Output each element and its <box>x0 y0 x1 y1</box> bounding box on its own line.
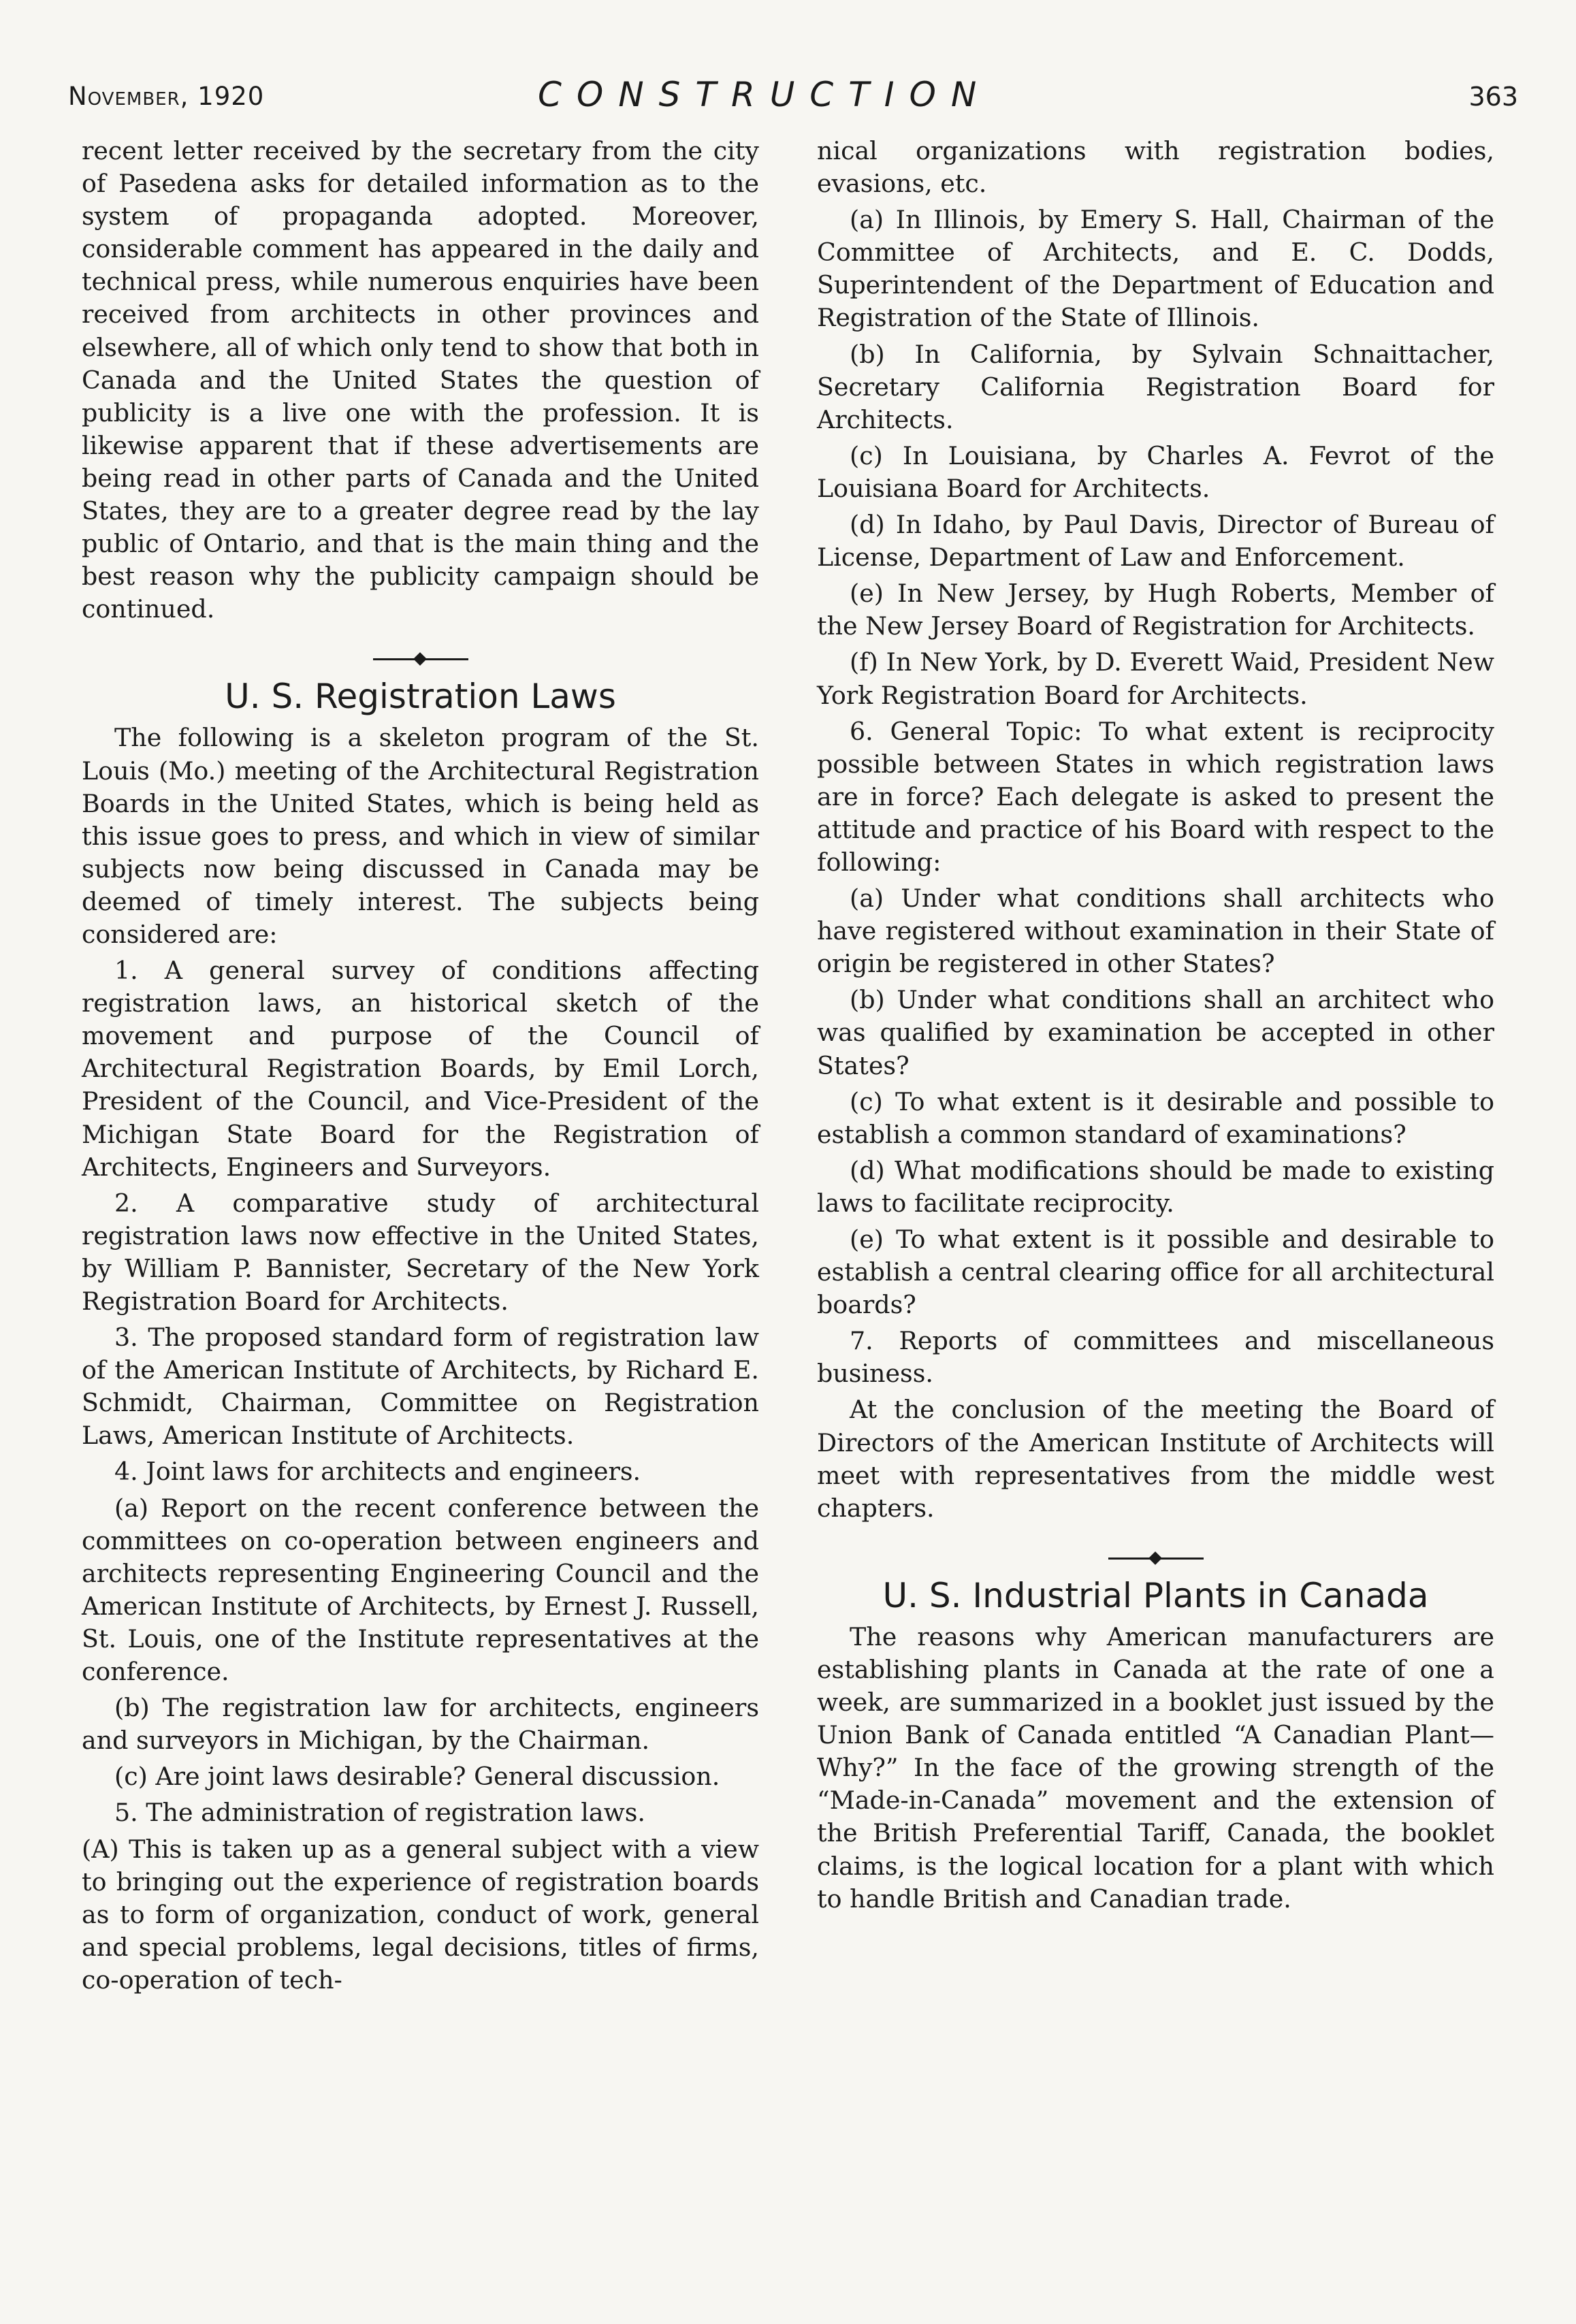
right-column <box>817 135 1494 1919</box>
paragraph: (c) In Louisiana, by Charles A. Fevrot of the Louisiana Board for Architects. <box>817 440 1494 503</box>
paragraph: 3. The proposed standard form of registration law of the American Institute of Architects, by Richard E. Schmidt, Chairman, Committee on Registration Laws, American Institute of Architects. <box>82 1323 759 1451</box>
paragraph: (a) In Illinois, by Emery S. Hall, Chairman of the Committee of Architects, and E. C. Dodds, Superintendent of the Department of Education and Registration of the State of Illinois. <box>817 205 1494 333</box>
section-heading-industrial-plants: U. S. Industrial Plants in Canada <box>882 1575 1429 1615</box>
paragraph: (f) In New York, by D. Everett Waid, President New York Registration Board for Architects. <box>817 647 1494 710</box>
page-header <box>68 75 1518 136</box>
paragraph: The following is a skeleton program of the St. Louis (Mo.) meeting of the Architectural Registration Boards in the United States, which is being held as this issue goes to press, and which in view of similar subjects now being discussed in Canada may be deemed of timely interest. The subjects being considered are: <box>82 723 759 949</box>
section-divider <box>373 658 468 660</box>
paragraph: 6. General Topic: To what extent is reciprocity possible between States in which registration laws are in force? Each delegate is asked to present the attitude and practice of his Board with respect to the following: <box>817 716 1494 877</box>
paragraph: (a) Under what conditions shall architects who have registered without examination in their State of origin be registered in other States? <box>817 884 1494 979</box>
paragraph: (b) In California, by Sylvain Schnaittacher, Secretary California Registration Board for Architects. <box>817 339 1494 434</box>
left-column <box>82 135 759 2000</box>
paragraph: (d) What modifications should be made to existing laws to facilitate reciprocity. <box>817 1155 1494 1218</box>
paragraph: 2. A comparative study of architectural registration laws now effective in the United States, by William P. Bannister, Secretary of the New York Registration Board for Architects. <box>82 1188 759 1316</box>
paragraph: (A) This is taken up as a general subject with a view to bringing out the experience of registration boards as to form of organization, conduct of work, general and special problems, legal decisions, titles of firms, co-operation of tech- <box>82 1834 759 1995</box>
paragraph: At the conclusion of the meeting the Board of Directors of the American Institute of Architects will meet with representatives from the middle west chapters. <box>817 1395 1494 1523</box>
paragraph: (c) Are joint laws desirable? General discussion. <box>114 1762 720 1792</box>
paragraph: (b) The registration law for architects, engineers and surveyors in Michigan, by the Chairman. <box>82 1693 759 1756</box>
paragraph: 7. Reports of committees and miscellaneous business. <box>817 1326 1494 1389</box>
issue-date: November, 1920 <box>68 82 265 111</box>
publication-title: CONSTRUCTION <box>538 75 992 114</box>
paragraph: (e) To what extent is it possible and desirable to establish a central clearing office for all architectural boards? <box>817 1225 1494 1320</box>
paragraph: (b) Under what conditions shall an architect who was qualified by examination be accepted in other States? <box>817 985 1494 1080</box>
intro-paragraph: recent letter received by the secretary from the city of Pasedena asks for detailed information as to the system of propaganda adopted. Moreover, considerable comment has appeared in the daily and technical press, while numerous enquiries have been received from architects in other provinces and elsewhere, all of which only tend to show that both in Canada and the United States the question of publicity is a live one with the profession. It is likewise apparent that if these advertisements are being read in other parts of Canada and the United States, they are to a greater degree read by the lay public of Ontario, and that is the main thing and the best reason why the publicity campaign should be continued. <box>82 136 759 624</box>
page-number: 363 <box>1468 82 1518 112</box>
paragraph: (d) In Idaho, by Paul Davis, Director of Bureau of License, Department of Law and Enforcement. <box>817 510 1494 572</box>
paragraph: (a) Report on the recent conference between the committees on co-operation between engineers and architects representing Engineering Council and the American Institute of Architects, by Ernest J. Russell, St. Louis, one of the Institute representatives at the conference. <box>82 1493 759 1687</box>
paragraph: 5. The administration of registration laws. <box>114 1798 645 1828</box>
section-heading-registration-laws: U. S. Registration Laws <box>225 677 616 717</box>
section-divider <box>1108 1558 1204 1560</box>
paragraph: nical organizations with registration bodies, evasions, etc. <box>817 136 1494 199</box>
paragraph: 4. Joint laws for architects and engineers. <box>114 1457 641 1487</box>
paragraph: 1. A general survey of conditions affecting registration laws, an historical sketch of the movement and purpose of the Council of Architectural Registration Boards, by Emil Lorch, President of the Council, and Vice-President of the Michigan State Board for the Registration of Architects, Engineers and Surveyors. <box>82 956 759 1182</box>
paragraph: (c) To what extent is it desirable and possible to establish a common standard of examinations? <box>817 1086 1494 1149</box>
paragraph: (e) In New Jersey, by Hugh Roberts, Member of the New Jersey Board of Registration for Architects. <box>817 579 1494 641</box>
closing-paragraph: The reasons why American manufacturers are establishing plants in Canada at the rate of one a week, are summarized in a booklet just issued by the Union Bank of Canada entitled “A Canadian Plant—Why?” In the face of the growing strength of the “Made-in-Canada” movement and the extension of the British Preferential Tariff, Canada, the booklet claims, is the logical location for a plant with which to handle British and Canadian trade. <box>817 1621 1494 1914</box>
